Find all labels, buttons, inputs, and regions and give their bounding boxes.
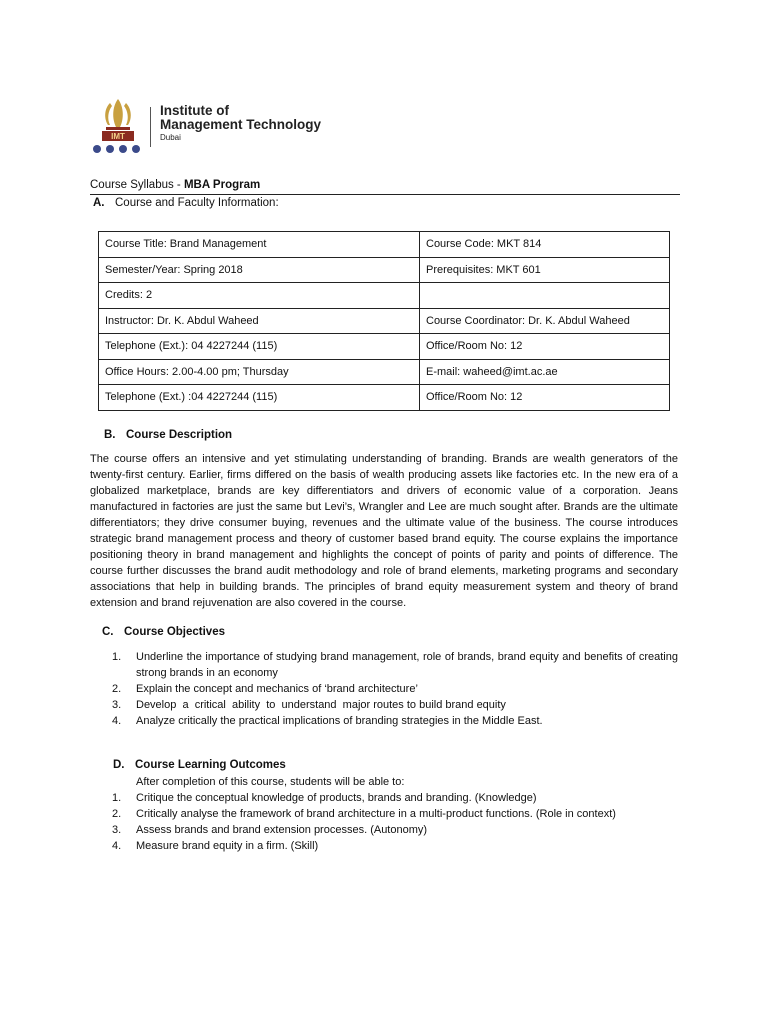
list-text: Critique the conceptual knowledge of products, brands and branding. (Knowledge) bbox=[136, 792, 537, 804]
imt-logo bbox=[88, 97, 338, 163]
section-a-title: Course and Faculty Information: bbox=[115, 197, 279, 209]
course-info-table bbox=[98, 231, 670, 411]
table-row bbox=[99, 385, 670, 411]
table-cell: Office/Room No: 12 bbox=[420, 334, 670, 360]
list-text: Assess brands and brand extension processes. (Autonomy) bbox=[136, 824, 428, 836]
table-row bbox=[99, 359, 670, 385]
list-number: 2. bbox=[112, 683, 122, 695]
imt-emblem-icon bbox=[88, 97, 148, 163]
table-row bbox=[99, 232, 670, 258]
table-row bbox=[99, 283, 670, 309]
section-b-title: Course Description bbox=[126, 429, 233, 441]
table-cell: Semester/Year: Spring 2018 bbox=[99, 257, 420, 283]
table-cell: Office Hours: 2.00-4.00 pm; Thursday bbox=[99, 359, 420, 385]
list-item bbox=[112, 713, 678, 729]
table-cell: Telephone (Ext.) :04 4227244 (115) bbox=[99, 385, 420, 411]
table-cell: Course Title: Brand Management bbox=[99, 232, 420, 258]
list-number: 3. bbox=[112, 699, 122, 711]
list-number: 4. bbox=[112, 715, 122, 727]
list-item bbox=[112, 697, 678, 713]
table-cell: Prerequisites: MKT 601 bbox=[420, 257, 670, 283]
section-d-letter: D. bbox=[113, 759, 125, 771]
list-text: Critically analyse the framework of brand architecture in a multi-product functions. (Role in context) bbox=[136, 808, 616, 820]
list-item bbox=[112, 806, 678, 822]
syllabus-program: MBA Program bbox=[183, 179, 261, 191]
logo-line-2: Management Technology bbox=[160, 117, 322, 132]
heading-rule bbox=[90, 194, 680, 195]
list-text: Analyze critically the practical implications of branding strategies in the Middle East. bbox=[136, 715, 543, 727]
outcomes-intro: After completion of this course, students will be able to: bbox=[136, 776, 405, 788]
list-number: 1. bbox=[112, 651, 122, 663]
table-cell: E-mail: waheed@imt.ac.ae bbox=[420, 359, 670, 385]
table-cell: Office/Room No: 12 bbox=[420, 385, 670, 411]
section-a-heading bbox=[93, 197, 279, 209]
list-number: 1. bbox=[112, 792, 122, 804]
section-b-heading bbox=[104, 429, 232, 441]
syllabus-heading bbox=[90, 179, 260, 191]
table-cell: Telephone (Ext.): 04 4227244 (115) bbox=[99, 334, 420, 360]
section-a-letter: A. bbox=[93, 197, 105, 209]
section-c-title: Course Objectives bbox=[124, 626, 225, 638]
table-row bbox=[99, 257, 670, 283]
section-d-title: Course Learning Outcomes bbox=[135, 759, 286, 771]
section-c-letter: C. bbox=[102, 626, 114, 638]
list-number: 3. bbox=[112, 824, 122, 836]
list-text: Develop a critical ability to understand major routes to build brand equity bbox=[136, 699, 506, 711]
syllabus-prefix: Course Syllabus - bbox=[90, 179, 184, 191]
table-cell: Credits: 2 bbox=[99, 283, 420, 309]
list-number: 2. bbox=[112, 808, 122, 820]
list-item bbox=[112, 838, 678, 854]
list-text: Explain the concept and mechanics of ‘brand architecture’ bbox=[136, 683, 418, 695]
list-text: Measure brand equity in a firm. (Skill) bbox=[136, 840, 319, 852]
svg-text:IMT: IMT bbox=[111, 132, 125, 141]
table-row bbox=[99, 334, 670, 360]
table-cell bbox=[420, 283, 670, 309]
logo-line-1: Institute of bbox=[160, 103, 229, 118]
list-item bbox=[112, 790, 678, 806]
list-text: Underline the importance of studying brand management, role of brands, brand equity and benefits of creating strong brands in an economy bbox=[136, 651, 678, 679]
section-b-letter: B. bbox=[104, 429, 116, 441]
outcomes-list bbox=[112, 790, 678, 854]
section-c-heading bbox=[102, 626, 225, 638]
table-row bbox=[99, 308, 670, 334]
section-d-heading bbox=[113, 759, 286, 771]
table-cell: Course Code: MKT 814 bbox=[420, 232, 670, 258]
list-item bbox=[112, 649, 678, 681]
list-item bbox=[112, 822, 678, 838]
list-item bbox=[112, 681, 678, 697]
course-description-text: The course offers an intensive and yet stimulating understanding of branding. Brands are wealth generators of the twenty-first century. Earlier, firms differed on the basis of wealth producing assets like factories etc. In the new era of a globalized marketplace, brands are key differentiators and drivers of economic value of a corporation. Jeans manufactured in factories are just the same but Levi’s, Wrangler and Lee are much sought after. Brands are the ultimate differentiators; they drive consumer buying, revenues and the ultimate value of the business. The course introduces strategic brand management process and theory of customer based brand equity. The course explains the importance positioning theory in brand management and highlights the concept of points of parity and points of difference. The course further discusses the brand audit methodology and role of brand elements, marketing programs and secondary associations that help in building brands. The principles of brand equity measurement system and theory of brand extension and brand rejuvenation are also covered in the course. bbox=[90, 453, 678, 609]
logo-line-3: Dubai bbox=[160, 133, 181, 142]
list-number: 4. bbox=[112, 840, 122, 852]
table-cell: Instructor: Dr. K. Abdul Waheed bbox=[99, 308, 420, 334]
objectives-list bbox=[112, 649, 678, 729]
logo-divider bbox=[150, 107, 151, 147]
table-cell: Course Coordinator: Dr. K. Abdul Waheed bbox=[420, 308, 670, 334]
